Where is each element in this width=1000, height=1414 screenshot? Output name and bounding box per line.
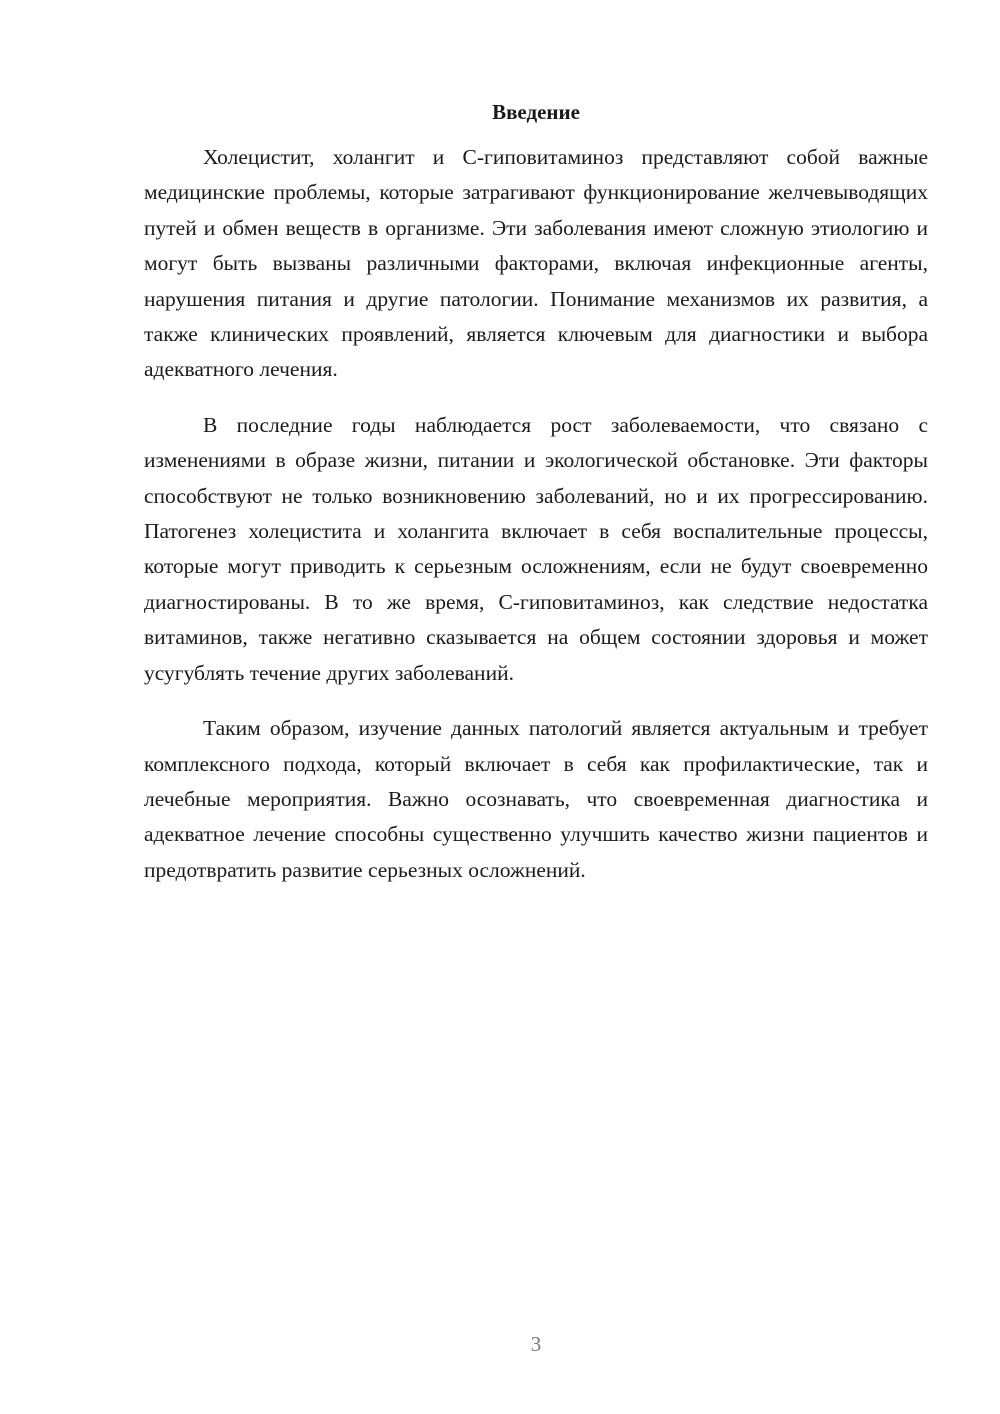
paragraph-1: Холецистит, холангит и C-гиповитаминоз представляют собой важные медицинские проблемы, которые затрагивают функционирование желчевыводящих путей и обмен веществ в организме. Эти заболевания имеют сложную этиологию и могут быть вызваны различными факторами, включая инфекционные агенты, нарушения питания и другие патологии. Понимание механизмов их развития, а также клинических проявлений, является ключевым для диагностики и выбора адекватного лечения. [144, 145, 928, 382]
page-content [144, 94, 928, 888]
page-number: 3 [530, 1332, 542, 1356]
section-title: Введение [492, 100, 580, 124]
paragraph-2: В последние годы наблюдается рост заболеваемости, что связано с изменениями в образе жизни, питании и экологической обстановке. Эти факторы способствуют не только возникновению заболеваний, но и их прогрессированию. Патогенез холецистита и холангита включает в себя воспалительные процессы, которые могут приводить к серьезным осложнениям, если не будут своевременно диагностированы. В то же время, C-гиповитаминоз, как следствие недостатка витаминов, также негативно сказывается на общем состоянии здоровья и может усугублять течение других заболеваний. [144, 412, 928, 685]
paragraph-3: Таким образом, изучение данных патологий является актуальным и требует комплексного подхода, который включает в себя как профилактические, так и лечебные мероприятия. Важно осознавать, что своевременная диагностика и адекватное лечение способны существенно улучшить качество жизни пациентов и предотвратить развитие серьезных осложнений. [144, 716, 928, 882]
